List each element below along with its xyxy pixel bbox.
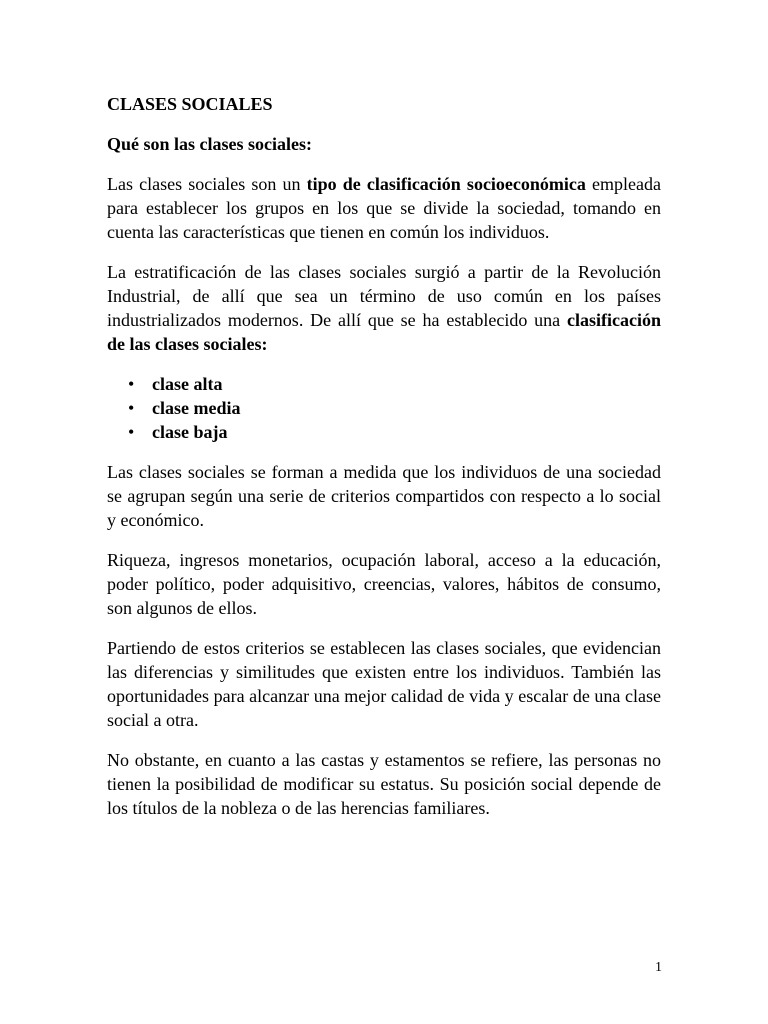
bullet-icon: •	[128, 398, 135, 418]
paragraph-differences: Partiendo de estos criterios se establecen las clases sociales, que evidencian las diferencias y similitudes que existen entre los individuos. También las oportunidades para alcanzar una mejor calidad de vida y escalar de una clase social a otra.	[107, 638, 661, 730]
paragraph-castes: No obstante, en cuanto a las castas y estamentos se refiere, las personas no tienen la posibilidad de modificar su estatus. Su posición social depende de los títulos de la nobleza o de las herencias familiares.	[107, 750, 661, 818]
document-page	[107, 92, 661, 836]
bullet-icon: •	[128, 374, 135, 394]
class-list	[107, 372, 661, 444]
list-item	[107, 372, 661, 396]
paragraph-definition	[107, 172, 661, 244]
document-title: CLASES SOCIALES	[107, 94, 273, 114]
list-item-label: clase baja	[152, 422, 228, 442]
bold-phrase: clasificación de las clases sociales:	[107, 310, 661, 354]
paragraph-stratification	[107, 260, 661, 356]
list-item	[107, 396, 661, 420]
bold-phrase: tipo de clasificación socioeconómica	[306, 174, 586, 194]
list-item-label: clase media	[152, 398, 241, 418]
list-item-label: clase alta	[152, 374, 223, 394]
paragraph-text: Las clases sociales son un	[107, 174, 307, 194]
paragraph-text: La estratificación de las clases sociales surgió a partir de la Revolución Industrial, de allí que sea un término de uso común en los países industrializados modernos. De allí que se ha establecido una	[107, 262, 661, 330]
paragraph-formation: Las clases sociales se forman a medida que los individuos de una sociedad se agrupan según una serie de criterios compartidos con respecto a lo social y económico.	[107, 462, 661, 530]
paragraph-criteria: Riqueza, ingresos monetarios, ocupación laboral, acceso a la educación, poder político, poder adquisitivo, creencias, valores, hábitos de consumo, son algunos de ellos.	[107, 550, 661, 618]
list-item	[107, 420, 661, 444]
section-heading: Qué son las clases sociales:	[107, 134, 312, 154]
paragraph-text: empleada para establecer los grupos en los que se divide la sociedad, tomando en cuenta las características que tienen en común los individuos.	[107, 174, 661, 242]
page-number: 1	[655, 960, 662, 975]
bullet-icon: •	[128, 422, 135, 442]
